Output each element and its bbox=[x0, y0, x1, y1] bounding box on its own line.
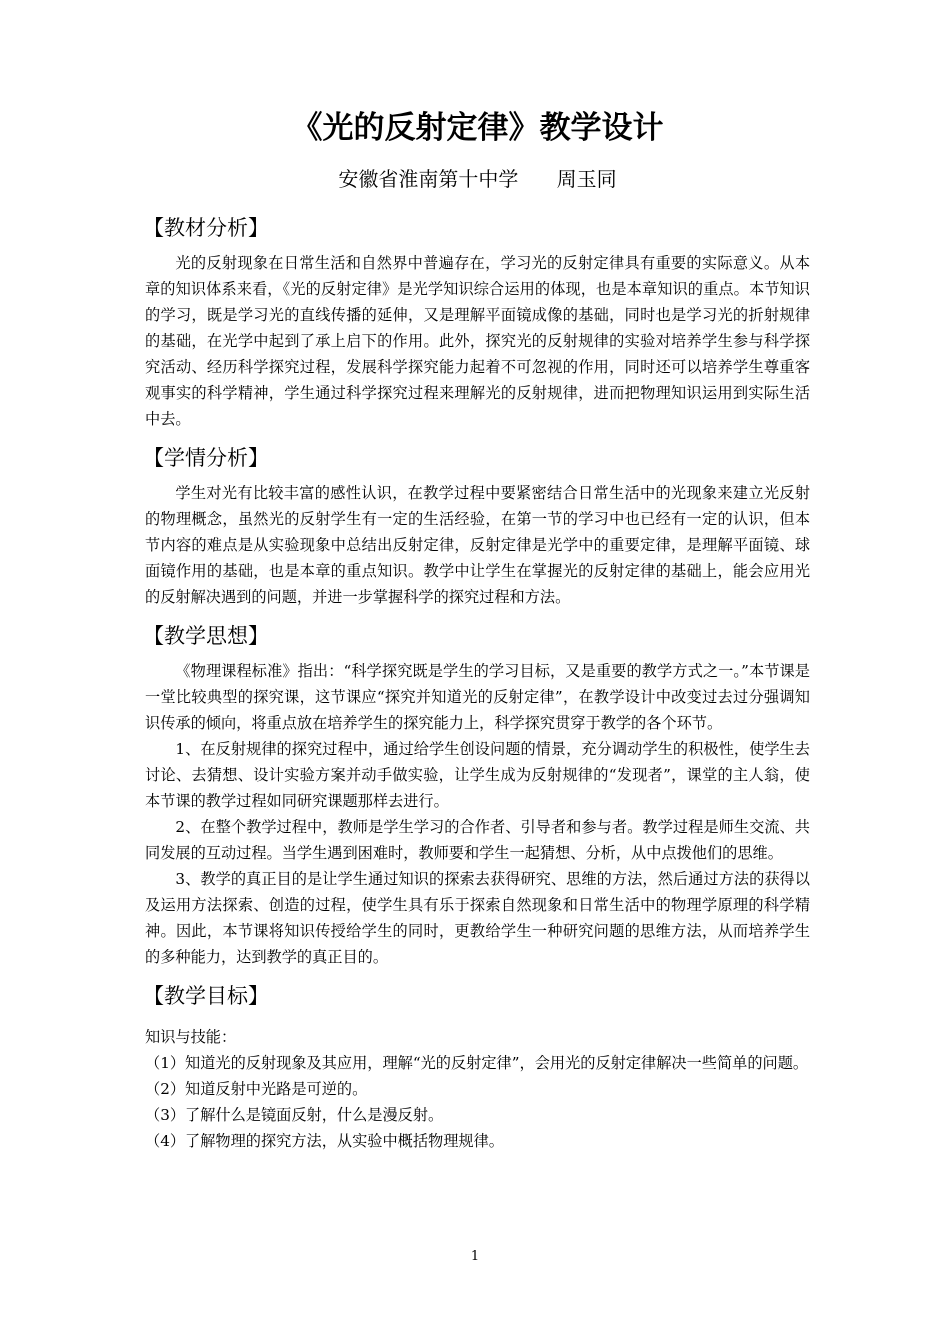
paragraph-thoughts-intro: 《物理课程标准》指出：“科学探究既是学生的学习目标，又是重要的教学方式之一。”本节课是一堂比较典型的探究课，这节课应“探究并知道光的反射定律”，在教学设计中改变过去过分强调知识传承的倾向，将重点放在培养学生的探究能力上，科学探究贯穿于教学的各个环节。 bbox=[145, 662, 810, 732]
paragraph-students: 学生对光有比较丰富的感性认识，在教学过程中要紧密结合日常生活中的光现象来建立光反射的物理概念，虽然光的反射学生有一定的生活经验，在第一节的学习中也已经有一定的认识，但本节内容的难点是从实验现象中总结出反射定律，反射定律是光学中的重要定律，是理解平面镜、球面镜作用的基础，也是本章的重点知识。教学中让学生在掌握光的反射定律的基础上，能会应用光的反射解决遇到的问题，并进一步掌握科学的探究过程和方法。 bbox=[145, 484, 810, 606]
goal-item: （2）知道反射中光路是可逆的。 bbox=[145, 1080, 368, 1098]
author-line: 安徽省淮南第十中学 周玉同 bbox=[338, 167, 617, 191]
document-title: 《光的反射定律》教学设计 bbox=[291, 110, 664, 146]
goal-item: （3）了解什么是镜面反射，什么是漫反射。 bbox=[145, 1106, 444, 1124]
goal-item: （1）知道光的反射现象及其应用，理解“光的反射定律”，会用光的反射定律解决一些简单的问题。 bbox=[145, 1054, 809, 1072]
section-heading-goals: 【教学目标】 bbox=[143, 984, 269, 1008]
section-heading-material: 【教材分析】 bbox=[143, 216, 269, 240]
page-number: 1 bbox=[470, 1249, 480, 1264]
section-heading-students: 【学情分析】 bbox=[143, 446, 269, 470]
paragraph-thoughts-point-3: 3、教学的真正目的是让学生通过知识的探索去获得研究、思维的方法，然后通过方法的获得以及运用方法探索、创造的过程，使学生具有乐于探索自然现象和日常生活中的物理学原理的科学精神。因此，本节课将知识传授给学生的同时，更教给学生一种研究问题的思维方法，从而培养学生的多种能力，达到教学的真正目的。 bbox=[145, 870, 810, 966]
goal-item: （4）了解物理的探究方法，从实验中概括物理规律。 bbox=[145, 1132, 504, 1150]
paragraph-material: 光的反射现象在日常生活和自然界中普遍存在，学习光的反射定律具有重要的实际意义。从本章的知识体系来看，《光的反射定律》是光学知识综合运用的体现，也是本章知识的重点。本节知识的学习，既是学习光的直线传播的延伸，又是理解平面镜成像的基础，同时也是学习光的折射规律的基础，在光学中起到了承上启下的作用。此外，探究光的反射规律的实验对培养学生参与科学探究活动、经历科学探究过程，发展科学探究能力起着不可忽视的作用，同时还可以培养学生尊重客观事实的科学精神，学生通过科学探究过程来理解光的反射规律，进而把物理知识运用到实际生活中去。 bbox=[145, 254, 810, 428]
document-page bbox=[145, 100, 810, 1154]
paragraph-thoughts-point-2: 2、在整个教学过程中，教师是学生学习的合作者、引导者和参与者。教学过程是师生交流、共同发展的互动过程。当学生遇到困难时，教师要和学生一起猜想、分析，从中点拨他们的思维。 bbox=[145, 818, 810, 862]
section-heading-thoughts: 【教学思想】 bbox=[143, 624, 269, 648]
goals-subheading: 知识与技能： bbox=[145, 1028, 237, 1046]
paragraph-thoughts-point-1: 1、在反射规律的探究过程中，通过给学生创设问题的情景，充分调动学生的积极性，使学生去讨论、去猜想、设计实验方案并动手做实验，让学生成为反射规律的“发现者”，课堂的主人翁，使本节课的教学过程如同研究课题那样去进行。 bbox=[145, 740, 810, 810]
